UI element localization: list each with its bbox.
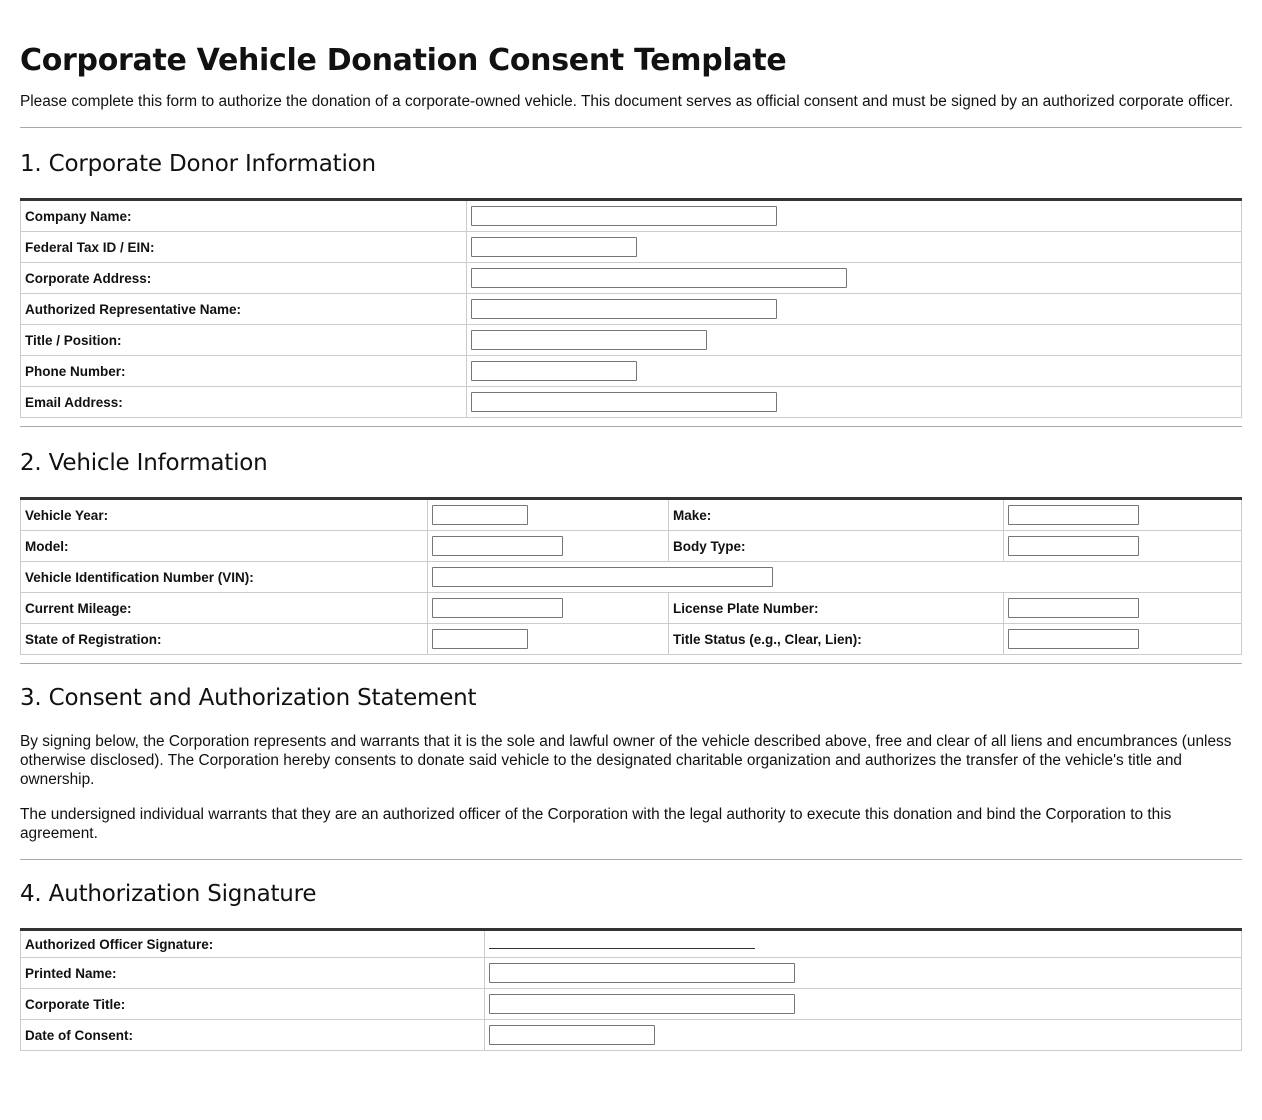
mileage-label: Current Mileage: — [21, 593, 428, 624]
table-row — [21, 232, 1242, 263]
signature-line[interactable] — [489, 938, 755, 949]
table-row — [21, 499, 1242, 531]
registration-state-input[interactable] — [432, 629, 528, 649]
title-position-input[interactable] — [471, 330, 707, 350]
vehicle-year-label: Vehicle Year: — [21, 499, 428, 531]
license-plate-label: License Plate Number: — [669, 593, 1004, 624]
registration-state-label: State of Registration: — [21, 624, 428, 655]
signature-table — [20, 928, 1242, 1051]
ein-label: Federal Tax ID / EIN: — [21, 232, 467, 263]
date-of-consent-input[interactable] — [489, 1025, 655, 1045]
vehicle-year-input[interactable] — [432, 505, 528, 525]
mileage-input[interactable] — [432, 598, 563, 618]
table-row — [21, 930, 1242, 958]
divider — [20, 859, 1242, 860]
printed-name-label: Printed Name: — [21, 958, 485, 989]
table-row — [21, 294, 1242, 325]
table-row — [21, 263, 1242, 294]
divider — [20, 127, 1242, 128]
email-input[interactable] — [471, 392, 777, 412]
page-title: Corporate Vehicle Donation Consent Template — [20, 43, 787, 78]
make-input[interactable] — [1008, 505, 1139, 525]
table-row — [21, 562, 1242, 593]
vehicle-info-table — [20, 497, 1242, 655]
intro-text: Please complete this form to authorize the donation of a corporate-owned vehicle. This document serves as official consent and must be signed by an authorized corporate officer. — [20, 93, 1234, 110]
section-heading-vehicle: 2. Vehicle Information — [20, 450, 268, 476]
body-type-input[interactable] — [1008, 536, 1139, 556]
title-status-input[interactable] — [1008, 629, 1139, 649]
consent-paragraph-2: The undersigned individual warrants that they are an authorized officer of the Corporation with the legal authority to execute this donation and bind the Corporation to this agreement. — [20, 806, 1172, 842]
rep-name-input[interactable] — [471, 299, 777, 319]
title-position-label: Title / Position: — [21, 325, 467, 356]
table-row — [21, 1020, 1242, 1051]
date-of-consent-label: Date of Consent: — [21, 1020, 485, 1051]
vin-input[interactable] — [432, 567, 773, 587]
company-name-input[interactable] — [471, 206, 777, 226]
table-row — [21, 356, 1242, 387]
corporate-title-label: Corporate Title: — [21, 989, 485, 1020]
table-row — [21, 200, 1242, 232]
model-input[interactable] — [432, 536, 563, 556]
rep-name-label: Authorized Representative Name: — [21, 294, 467, 325]
address-label: Corporate Address: — [21, 263, 467, 294]
section-heading-consent: 3. Consent and Authorization Statement — [20, 685, 477, 711]
phone-label: Phone Number: — [21, 356, 467, 387]
body-type-label: Body Type: — [669, 531, 1004, 562]
phone-input[interactable] — [471, 361, 637, 381]
consent-paragraph-1: By signing below, the Corporation represents and warrants that it is the sole and lawful owner of the vehicle described above, free and clear of all liens and encumbrances (unless otherwise disclosed). The Corporation hereby consents to donate said vehicle to the designated charitable organization and authorizes the transfer of the vehicle's title and ownership. — [20, 733, 1232, 788]
section-heading-signature: 4. Authorization Signature — [20, 881, 317, 907]
table-row — [21, 531, 1242, 562]
email-label: Email Address: — [21, 387, 467, 418]
address-input[interactable] — [471, 268, 847, 288]
printed-name-input[interactable] — [489, 963, 795, 983]
vin-label: Vehicle Identification Number (VIN): — [21, 562, 428, 593]
company-name-label: Company Name: — [21, 200, 467, 232]
table-row — [21, 958, 1242, 989]
table-row — [21, 593, 1242, 624]
divider — [20, 426, 1242, 427]
divider — [20, 663, 1242, 664]
table-row — [21, 624, 1242, 655]
make-label: Make: — [669, 499, 1004, 531]
section-heading-donor: 1. Corporate Donor Information — [20, 151, 376, 177]
table-row — [21, 325, 1242, 356]
corporate-title-input[interactable] — [489, 994, 795, 1014]
ein-input[interactable] — [471, 237, 637, 257]
table-row — [21, 387, 1242, 418]
table-row — [21, 989, 1242, 1020]
donor-info-table — [20, 198, 1242, 418]
title-status-label: Title Status (e.g., Clear, Lien): — [669, 624, 1004, 655]
model-label: Model: — [21, 531, 428, 562]
license-plate-input[interactable] — [1008, 598, 1139, 618]
signature-label: Authorized Officer Signature: — [21, 930, 485, 958]
